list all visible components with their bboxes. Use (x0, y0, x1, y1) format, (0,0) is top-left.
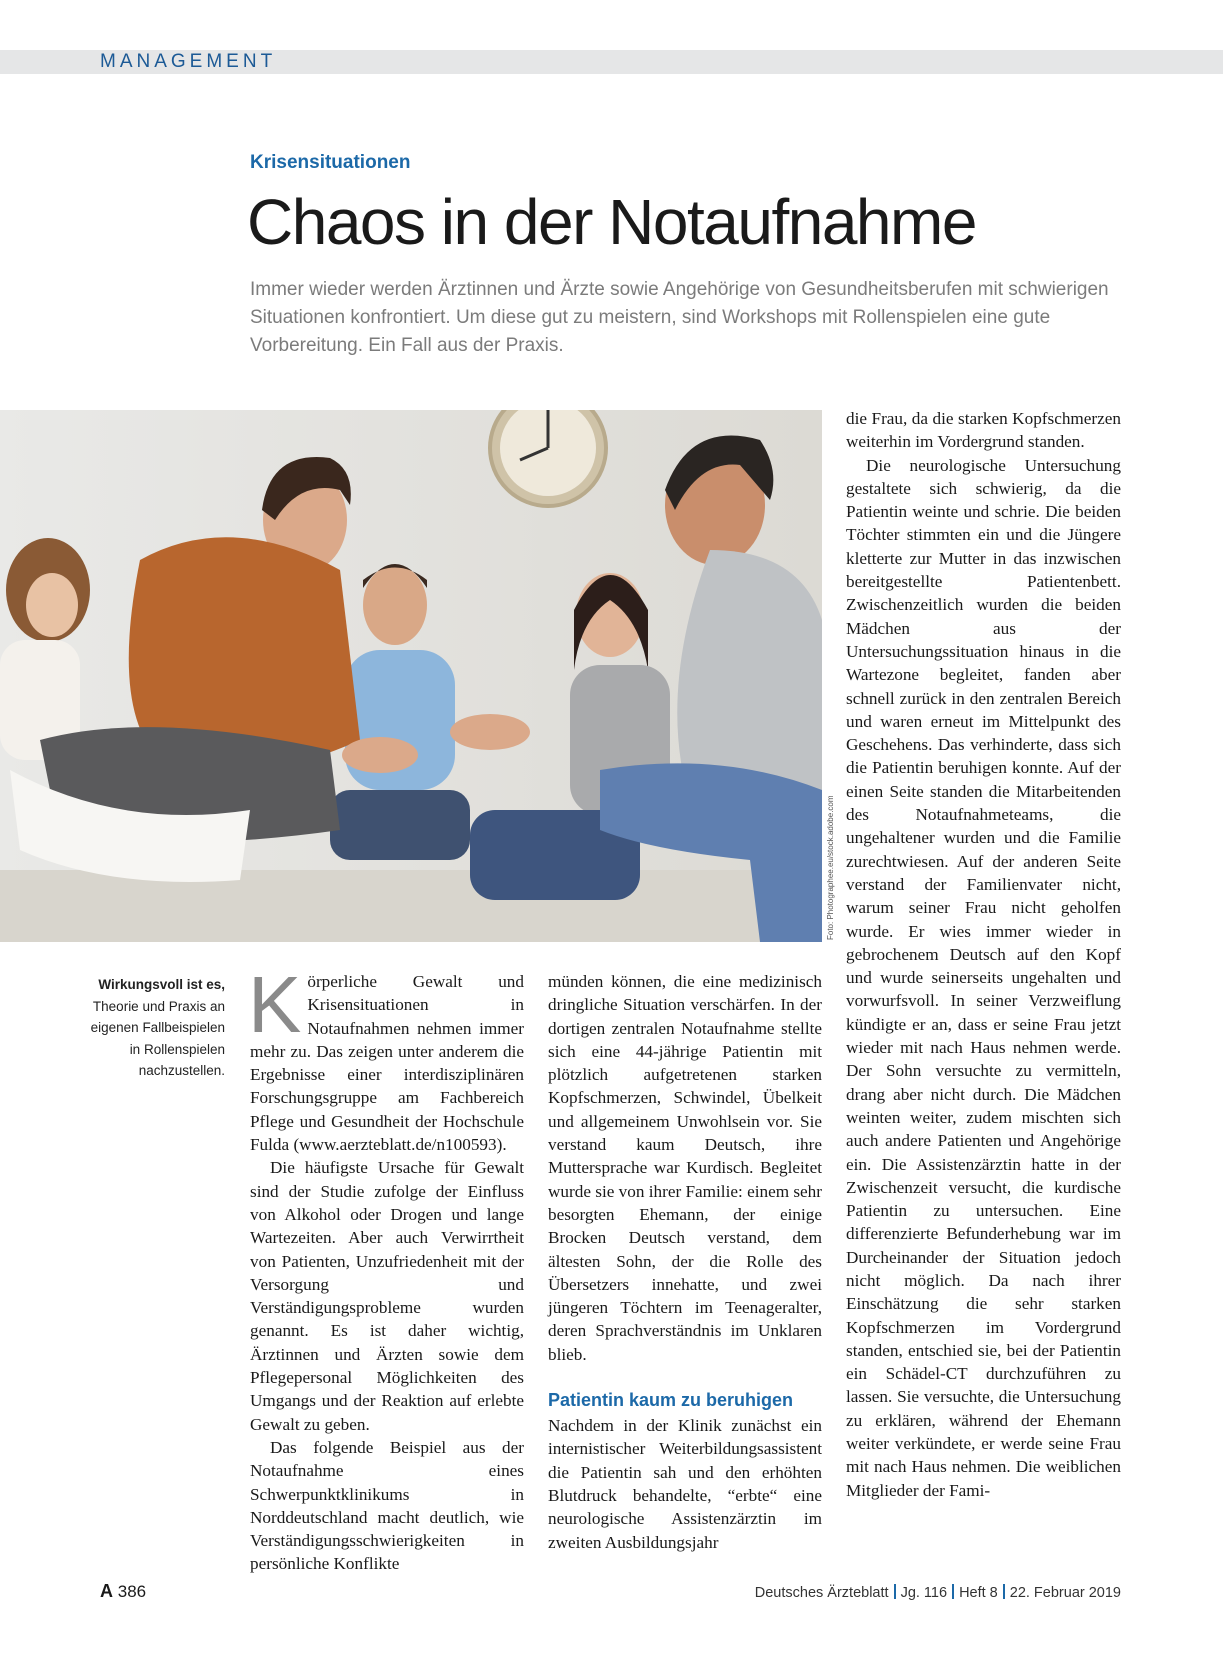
caption-text: Theorie und Praxis an eigenen Fallbeispielen in Rollenspielen nachzustellen. (90, 998, 225, 1078)
paragraph-4: münden können, die eine medizinisch dringliche Situation verschärfen. In der dortigen zentralen Notaufnahme stellte sich eine 44-jährige Patientin mit plötzlich aufgetretenen starken Kopfschmerzen, Schwindel, Übelkeit und allgemeinem Unwohlsein vor. Sie verstand kaum Deutsch, ihre Muttersprache war Kurdisch. Begleitet wurde sie von ihrer Familie: einem sehr besorgten Ehemann, der einige Brocken Deutsch verstand, dem ältesten Sohn, der die Rolle des Übersetzers innehatte, und zwei jüngeren Töchtern im Teenageralter, deren Sprachverständnis im Unklaren blieb. (548, 972, 822, 1364)
body-column-1 (248, 960, 524, 1576)
article-kicker: Krisensituationen (250, 152, 411, 173)
body-column-3 (846, 407, 1121, 1502)
photo-caption (85, 974, 225, 1082)
paragraph-7: Die neurologische Untersuchung gestaltete sich schwierig, da die Patientin weinte und schrie. Die beiden Töchter stimmten ein und die Jüngere kletterte zur Mutter in das inzwischen bereitgestellte Patientenbett. Zwischenzeitlich wurden die beiden Mädchen aus der Untersuchungssituation hinaus in die Wartezone begleitet, fanden aber schnell zurück in den zentralen Bereich und waren erneut im Mittelpunkt des Geschehens. Das verhinderte, dass sich die Patientin beruhigen konnte. Auf der einen Seite standen die Mitarbeitenden des Notaufnahmeteams, die ungehaltener wurden und die Familie zurechtwiesen. Auf der anderen Seite verstand der Familienvater nicht, warum seiner Frau nicht geholfen wurde. Er wies immer wieder in gebrochenem Deutsch auf den Kopf und wurde seinerseits ungehalten und vorwurfsvoll. In seiner Verzweiflung kündigte er an, dass er seine Frau jetzt wieder mit nach Haus nehmen werde. Der Sohn versuchte zu vermitteln, drang aber nicht durch. Die Mädchen weinten weiter, zudem mischten sich auch andere Patienten und Angehörige ein. Die Assistenzärztin hatte in der Zwischenzeit versucht, die kurdische Patientin zu untersuchen. Eine differenzierte Befunderhebung war im Durcheinander der Situation jedoch nicht möglich. Da nach ihrer Einschätzung die sehr starken Kopfschmerzen im Vordergrund standen, entschied sie, bei der Patientin ein Schädel-CT durchzuführen zu lassen. Sie versuchte, die Untersuchung zu erklären, während der Ehemann weiter verkündete, er werde seine Frau mit nach Haus nehmen. Die weiblichen Mitglieder der Fami- (846, 455, 1121, 1500)
journal-issue: Heft 8 (959, 1585, 998, 1601)
body-column-2 (548, 970, 822, 1554)
paragraph-3: Das folgende Beispiel aus der Notaufnahme eines Schwerpunktklinikums in Norddeutschland macht deutlich, wie Verständigungsschwierigkeiten in persönliche Konflikte (250, 1437, 524, 1574)
page-number-value: 386 (117, 1582, 147, 1601)
article-lead: Immer wieder werden Ärztinnen und Ärzte sowie Angehörige von Gesundheitsberufen mit schwierigen Situationen konfrontiert. Um diese gut zu meistern, sind Workshops mit Rollenspielen eine gute Vorbereitung. Ein Fall aus der Praxis. (250, 279, 1109, 356)
journal-name: Deutsches Ärzteblatt (754, 1585, 889, 1601)
subheading: Patientin kaum zu beruhigen (548, 1390, 794, 1411)
article-photo (0, 410, 822, 942)
journal-date: 22. Februar 2019 (1009, 1585, 1121, 1601)
drop-cap: K (248, 960, 302, 1049)
footer-separator (952, 1584, 954, 1599)
footer-separator (894, 1584, 896, 1599)
page-prefix: A (100, 1581, 113, 1601)
paragraph-1: örperliche Gewalt und Krisensituationen in Notaufnahmen nehmen immer mehr zu. Das zeigen unter anderem die Ergebnisse einer interdisziplinären Forschungsgruppe am Fachbereich Pflege und Gesundheit der Hochschule Fulda (www.aerzteblatt.de/n100593). (250, 972, 524, 1155)
journal-footer (755, 1584, 1121, 1601)
paragraph-2: Die häufigste Ursache für Gewalt sind der Studie zufolge der Einfluss von Alkohol oder Drogen und lange Wartezeiten. Aber auch Verwirrtheit von Patienten, Unzufriedenheit mit der Versorgung und Verständigungsprobleme wurden genannt. Es ist daher wichtig, Ärztinnen und Ärzten sowie dem Pflegepersonal Möglichkeiten des Umgangs und der Reaktion auf erlebte Gewalt zu geben. (250, 1158, 524, 1434)
journal-volume: Jg. 116 (900, 1585, 948, 1601)
photo-credit: Foto: Photographee.eu/stock.adobe.com (826, 795, 835, 940)
section-label: MANAGEMENT (100, 51, 277, 72)
footer-separator (1003, 1584, 1005, 1599)
photo-illustration (0, 410, 822, 942)
paragraph-5: Nachdem in der Klinik zunächst ein internistischer Weiterbildungsassistent die Patientin sah und den erhöhten Blutdruck behandelte, “erbte“ eine neurologische Assistenzärztin im zweiten Ausbildungsjahr (548, 1416, 822, 1552)
article-title: Chaos in der Notaufnahme (247, 186, 976, 258)
paragraph-6: die Frau, da die starken Kopfschmerzen weiterhin im Vordergrund standen. (846, 409, 1121, 452)
caption-bold: Wirkungsvoll ist es, (98, 977, 225, 992)
page-number (100, 1581, 146, 1602)
wall-clock-icon (490, 410, 606, 506)
